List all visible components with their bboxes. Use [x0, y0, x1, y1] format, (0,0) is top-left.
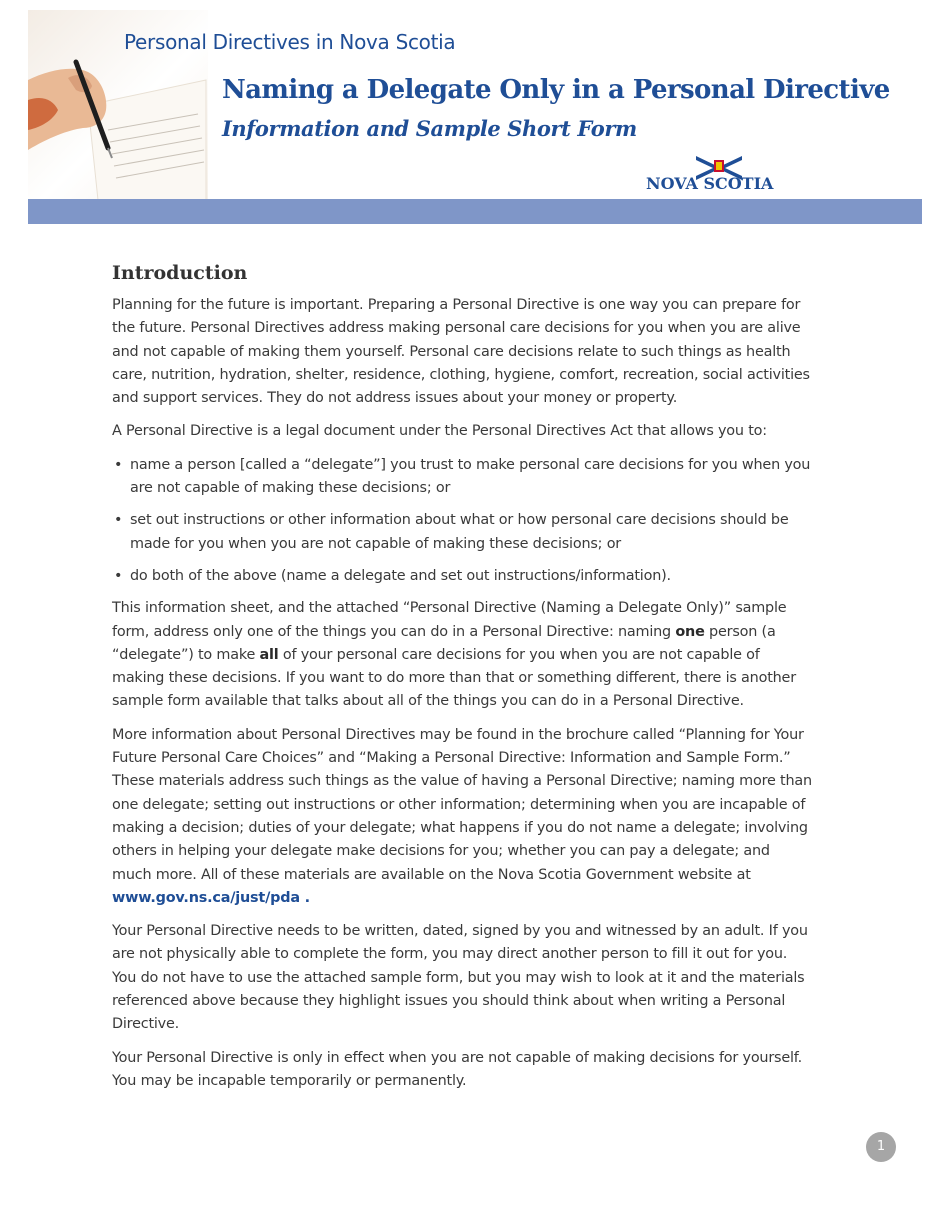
website-link[interactable]: www.gov.ns.ca/just/pda — [112, 889, 300, 906]
header — [0, 0, 950, 224]
options-list — [112, 454, 812, 588]
nova-scotia-logo — [646, 154, 791, 196]
text-span: person (a “delegate”) to make — [112, 623, 776, 663]
text-span: of your personal care decisions for you when you are not capable of making these decisions. If you want to do more than that or something different, there is another sample form available that talks about all of the things you can do in a Personal Directive. — [112, 646, 796, 710]
logo-wordmark: NOVA SCOTIA — [646, 174, 774, 193]
paragraph-information-sheet — [112, 597, 812, 713]
paragraph-more-information — [112, 724, 812, 910]
paragraph-in-effect: Your Personal Directive is only in effect when you are not capable of making decisions for yourself. You may be incapable temporarily or permanently. — [112, 1049, 803, 1089]
text-span: . — [299, 889, 310, 906]
paragraph-legal-document: A Personal Directive is a legal document under the Personal Directives Act that allows you to: — [112, 423, 767, 440]
emphasis-all: all — [259, 646, 279, 663]
document-subtitle: Information and Sample Short Form — [222, 116, 637, 141]
paragraph-planning: Planning for the future is important. Preparing a Personal Directive is one way you can prepare for the future. Personal Directives address making personal care decisions for you when you are alive and not capable of making them yourself. Personal care decisions relate to such things as health care, nutrition, hydration, shelter, residence, clothing, hygiene, comfort, recreation, social activities and support services. They do not address issues about your money or property. — [112, 297, 810, 407]
series-title: Personal Directives in Nova Scotia — [124, 30, 456, 54]
header-band — [28, 199, 922, 224]
list-item: • do both of the above (name a delegate and set out instructions/information). — [112, 565, 812, 588]
list-item: • name a person [called a “delegate”] you trust to make personal care decisions for you when you are not capable of making these decisions; or — [112, 454, 812, 501]
page-number-badge: 1 — [866, 1132, 896, 1162]
main-content — [112, 262, 812, 1103]
list-item: • set out instructions or other information about what or how personal care decisions should be made for you when you are not capable of making these decisions; or — [112, 509, 812, 556]
emphasis-one: one — [675, 623, 705, 640]
text-span: More information about Personal Directives may be found in the brochure called “Planning for Your Future Personal Care Choices” and “Making a Personal Directive: Information and Sample Form.” These materials address such things as the value of having a Personal Directive; naming more than one delegate; setting out instructions or other information; determining when you are incapable of making a decision; duties of your delegate; what happens if you do not name a delegate; involving others in helping your delegate make decisions for you; whether you can pay a delegate; and much more. All of these materials are available on the Nova Scotia Government website at — [112, 726, 812, 883]
section-heading-introduction: Introduction — [112, 262, 248, 284]
text-span: This information sheet, and the attached “Personal Directive (Naming a Delegate Only)” sample form, address only one of the things you can do in a Personal Directive: naming — [112, 600, 787, 640]
document-title: Naming a Delegate Only in a Personal Directive — [222, 75, 890, 105]
paragraph-requirements: Your Personal Directive needs to be written, dated, signed by you and witnessed by an adult. If you are not physically able to complete the form, you may direct another person to fill it out for you. You do not have to use the attached sample form, but you may wish to look at it and the materials referenced above because they highlight issues you should think about when writing a Personal Directive. — [112, 923, 808, 1033]
